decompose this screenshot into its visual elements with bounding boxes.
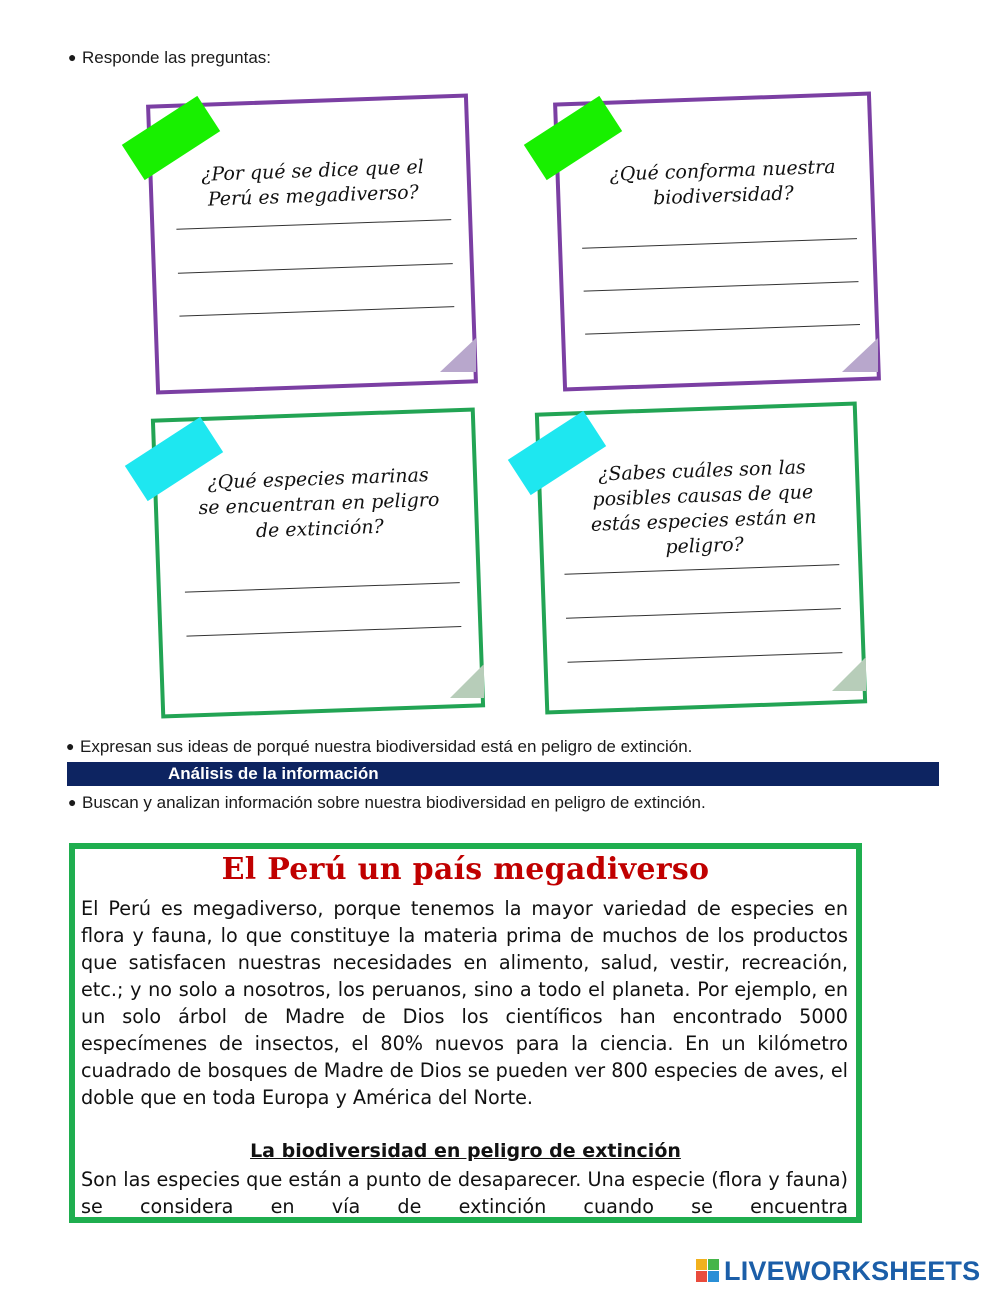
answer-line[interactable]: [582, 238, 857, 249]
page-curl-icon: [440, 338, 476, 372]
reading-box: [69, 843, 862, 1223]
page-curl-icon: [832, 657, 866, 691]
answer-line[interactable]: [178, 263, 453, 274]
answer-line[interactable]: [568, 652, 843, 663]
question-text: ¿Qué especies marinas se encuentran en peligro de extinción?: [198, 464, 440, 543]
answer-line[interactable]: [186, 626, 461, 637]
instruction-express: ● Expresan sus ideas de porqué nuestra biodiversidad está en peligro de extinción.: [66, 737, 693, 756]
section-header-bar: [67, 762, 939, 786]
bullet-icon: ●: [68, 794, 77, 810]
answer-line[interactable]: [566, 608, 841, 619]
reading-title: El Perú un país megadiverso: [221, 852, 710, 887]
instruction-respond: ● Responde las preguntas:: [68, 48, 272, 67]
reading-subtitle: La biodiversidad en peligro de extinción: [250, 1140, 681, 1162]
answer-line[interactable]: [185, 582, 460, 593]
liveworksheets-logo[interactable]: [696, 1256, 980, 1286]
question-text: ¿Qué conforma nuestra biodiversidad?: [609, 155, 836, 210]
logo-text: LIVEWORKSHEETS: [724, 1255, 981, 1286]
reading-paragraph: El Perú es megadiverso, porque tenemos la mayor variedad de especies en flora y fauna, lo que constituye la materia prima de muchos de los productos que satisfacen nuestras necesidades en alimento, salud, vestir, recreación, etc.; y no solo a nosotros, los peruanos, sino a todo el planeta. Por ejemplo, en un solo árbol de Madre de Dios los científicos han encontrado 5000 especímenes de insectos, el 80% nuevos para la ciencia. En un kilómetro cuadrado de bosques de Madre de Dios se pueden ver 800 especies de aves, el doble que en toda Europa y América del Norte.: [81, 897, 848, 1109]
question-text: ¿Sabes cuáles son las posibles causas de que estás especies están en peligro?: [590, 456, 817, 559]
answer-line[interactable]: [584, 281, 859, 292]
liveworksheets-logo-icon: [696, 1259, 722, 1283]
bullet-icon: ●: [68, 49, 77, 65]
page-curl-icon: [842, 338, 878, 372]
instruction-search: ● Buscan y analizan información sobre nuestra biodiversidad en peligro de extinción.: [68, 793, 706, 812]
reading-paragraph-2: Son las especies que están a punto de desaparecer. Una especie (flora y fauna) se considera en vía de extinción cuando se encuentra: [81, 1168, 848, 1218]
answer-line[interactable]: [179, 306, 454, 317]
answer-line[interactable]: [585, 324, 860, 335]
page-curl-icon: [450, 664, 484, 698]
bullet-icon: ●: [66, 738, 75, 754]
question-text: ¿Por qué se dice que el Perú es megadiverso?: [200, 156, 425, 211]
answer-line[interactable]: [564, 564, 839, 575]
answer-line[interactable]: [176, 219, 451, 230]
section-header-text: Análisis de la información: [168, 764, 379, 783]
